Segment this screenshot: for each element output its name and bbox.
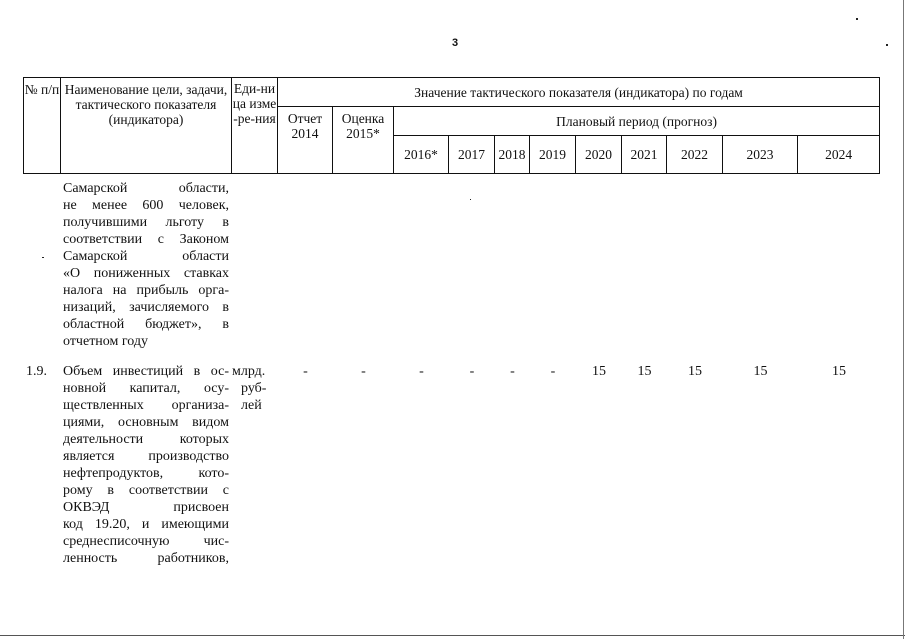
col-header-plan: Плановый период (прогноз): [394, 107, 880, 136]
col-header-year: 2018: [495, 136, 530, 174]
value-2020: 15: [592, 364, 606, 379]
value-report-2014: -: [303, 364, 308, 379]
col-header-year: 2021: [622, 136, 667, 174]
scan-speck: [42, 257, 44, 258]
row-number: 1.9.: [26, 364, 47, 379]
scan-speck: [886, 44, 888, 46]
value-2017: -: [469, 364, 475, 379]
scan-speck: [856, 18, 858, 20]
scan-edge-bottom: [0, 635, 905, 636]
value-estimate-2015: -: [361, 364, 366, 379]
row-unit: млрд. руб- лей: [232, 364, 267, 413]
col-header-unit: Еди-ница изме-ре-ния: [232, 78, 278, 174]
value-2021: 15: [637, 364, 652, 379]
col-header-year: 2019: [530, 136, 576, 174]
value-2019: -: [550, 364, 556, 379]
col-header-year: 2024: [798, 136, 880, 174]
value-2018: -: [510, 364, 515, 379]
scan-speck: [470, 199, 471, 200]
value-2024: 15: [832, 364, 846, 379]
col-header-number: № п/п: [24, 78, 61, 174]
col-header-year: 2023: [723, 136, 798, 174]
page-number: 3: [452, 37, 459, 49]
col-header-year: 2016*: [394, 136, 449, 174]
value-2022: 15: [688, 364, 702, 379]
value-2016: -: [419, 364, 424, 379]
col-header-values: Значение тактического показателя (индикатора) по годам: [278, 78, 880, 107]
col-header-name: Наименование цели, задачи, тактического показателя (индикатора): [61, 78, 232, 174]
indicator-table-header: [23, 77, 880, 174]
col-header-year: 2022: [667, 136, 723, 174]
col-header-report: Отчет 2014: [278, 107, 333, 174]
col-header-year: 2020: [576, 136, 622, 174]
col-header-estimate: Оценка 2015*: [333, 107, 394, 174]
scan-edge-right: [903, 0, 904, 639]
value-2023: 15: [753, 364, 768, 379]
col-header-year: 2017: [449, 136, 495, 174]
row-indicator-name: Объем инвестиций в ос- новной капитал, осу- ществленных организа- циями, основным видом деятельности которых является производство нефтепродуктов, кото- рому в соответствии с ОКВЭД присвоен код 19.20, и имеющими среднесписочную чис- ленность работников,: [63, 364, 229, 566]
row-continuation-name: Самарской области, не менее 600 человек, получившими льготу в соответствии с Законом Самарской области «О пониженных ставках налога на прибыль орга- низаций, зачисляемого в областной бюджет», в отчетном году: [63, 181, 229, 349]
